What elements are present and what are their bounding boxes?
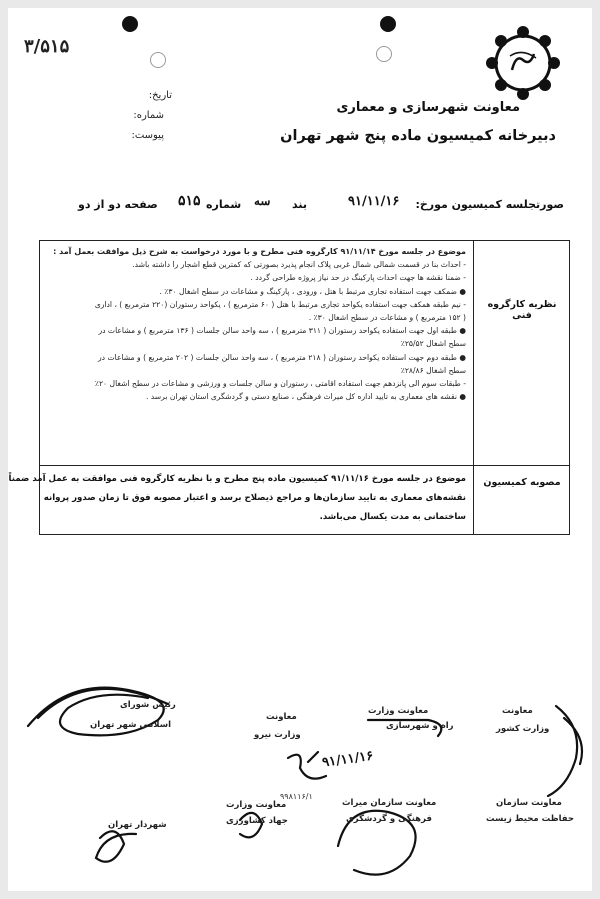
commission-resolution-text bbox=[8, 470, 466, 527]
tech-committee-label: نظریه کارگروه فنی bbox=[487, 299, 557, 321]
tech-line: سطح اشغال ۲۵/۵۲٪ bbox=[400, 339, 466, 349]
handwritten-signatures bbox=[8, 608, 592, 891]
commission-line: ساختمانی به مدت یکسال می‌باشد. bbox=[319, 512, 466, 522]
stamp-code: ۹۹۸۱۱۶/۱ bbox=[280, 792, 313, 801]
heritage-sub: فرهنگی و گردشگری bbox=[346, 814, 432, 824]
energy-title: معاونت bbox=[266, 712, 297, 722]
tech-line: ● طبقه اول جهت استفاده یکواحد رستوران ( ۳۱۱ مترمربع ) ، سه واحد سالن جلسات ( ۱۳۶ مترمربع ) و مشاعات در bbox=[98, 326, 466, 336]
commission-label: مصوبه کمیسیون bbox=[483, 477, 561, 488]
page-indicator: صفحه دو از دو bbox=[78, 198, 158, 211]
interior-sub: وزارت کشور bbox=[496, 724, 550, 734]
number-field-label: شماره bbox=[206, 198, 242, 211]
handwritten-date: ۹۱/۱۱/۱۶ bbox=[321, 748, 375, 771]
number-label: شماره: bbox=[133, 110, 164, 121]
tech-line: - ضمنا نقشه ها جهت احداث پارکینگ در حد نیاز پروژه طراحی گردد . bbox=[250, 273, 466, 283]
row-divider bbox=[40, 465, 569, 466]
roads-title: معاونت وزارت bbox=[368, 706, 429, 716]
minutes-label: صورتجلسه کمیسیون مورخ: bbox=[415, 198, 564, 211]
tech-line: ( ۱۵۲ مترمربع ) و مشاعات در سطح اشغال ۳۰٪ . bbox=[308, 313, 466, 323]
council-title: رئیس شورای bbox=[120, 700, 176, 710]
commission-line: موضوع در جلسه مورخ ۹۱/۱۱/۱۶ کمیسیون ماده پنج مطرح و با نظریه کارگروه فنی موافقت به عمل آمد ضمناً bbox=[8, 474, 466, 484]
tech-line: سطح اشغال ۲۸/۸۶٪ bbox=[400, 365, 466, 375]
heritage-title: معاونت سازمان میراث bbox=[342, 798, 437, 808]
energy-sub: وزارت نیرو bbox=[254, 730, 301, 740]
tech-line: ● طبقه دوم جهت استفاده یکواحد رستوران ( ۲۱۸ مترمربع ) ، سه واحد سالن جلسات ( ۲۰۲ مترمربع ) و مشاعات در bbox=[98, 352, 466, 362]
number-value: ۵۱۵ bbox=[178, 193, 201, 209]
punch-ring-right bbox=[376, 46, 392, 62]
environment-title: معاونت سازمان bbox=[496, 798, 562, 808]
tech-line: - احداث بنا در قسمت شمالی شمال غربی پلاک انجام پذیرد بصورتی که کمترین قطع اشجار را داشته باشد. bbox=[132, 260, 466, 270]
minutes-date: ۹۱/۱۱/۱۶ bbox=[348, 194, 400, 209]
corner-reference: ۳/۵۱۵ bbox=[24, 36, 70, 57]
mayor-title: شهردار تهران bbox=[108, 820, 167, 830]
binder-hole-right bbox=[380, 16, 396, 32]
clause-value: سه bbox=[254, 194, 271, 208]
deputy-title: معاونت شهرسازی و معماری bbox=[336, 100, 520, 115]
document-page bbox=[8, 8, 592, 891]
interior-title: معاونت bbox=[502, 706, 533, 716]
punch-ring-left bbox=[150, 52, 166, 68]
tech-line: ● ضمکف جهت استفاده تجاری مرتبط با هتل ، ورودی ، پارکینگ و مشاعات در سطح اشغال ۳۰٪ . bbox=[159, 286, 466, 296]
tech-line: موضوع در جلسه مورخ ۹۱/۱۱/۱۴ کارگروه فنی مطرح و با مورد درخواست به شرح ذیل موافقت بعمل آمد : bbox=[53, 247, 466, 256]
tech-line: - نیم طبقه همکف جهت استفاده یکواحد تجاری مرتبط با هتل ( ۶۰ مترمربع ) ، یکواحد رستوران (۲۲۰ مترمربع ) ، اداری bbox=[94, 299, 466, 309]
agriculture-sub: جهاد کشاورزی bbox=[226, 816, 288, 826]
secretariat-title: دبیرخانه کمیسیون ماده پنج شهر تهران bbox=[280, 128, 556, 144]
tech-opinion-text bbox=[46, 245, 466, 403]
resolution-table bbox=[8, 240, 570, 535]
council-sub: اسلامی شهر تهران bbox=[90, 720, 172, 730]
attachment-label: پیوست: bbox=[131, 130, 164, 141]
date-label: تاریخ: bbox=[148, 90, 172, 101]
commission-line: نقشه‌های معماری به تایید سازمان‌ها و مراجع ذیصلاح برسد و اعتبار مصوبه فوق تا زمان صدور پروانه bbox=[43, 493, 466, 503]
tech-line: - طبقات سوم الی پانزدهم جهت استفاده اقامتی ، رستوران و سالن جلسات و ورزشی و مشاعات در سطح اشغال ۲۰٪ bbox=[94, 379, 466, 389]
roads-sub: راه و شهرسازی bbox=[386, 721, 454, 731]
environment-sub: حفاظت محیط زیست bbox=[486, 814, 575, 824]
tehran-municipality-logo bbox=[486, 26, 560, 100]
binder-hole-left bbox=[122, 16, 138, 32]
clause-label: بند bbox=[292, 198, 307, 211]
agriculture-title: معاونت وزارت bbox=[226, 800, 287, 810]
tech-line: ● نقشه های معماری به تایید اداره کل میراث فرهنگی ، صنایع دستی و گردشگری استان تهران برسد . bbox=[145, 392, 466, 402]
column-divider bbox=[473, 241, 474, 534]
